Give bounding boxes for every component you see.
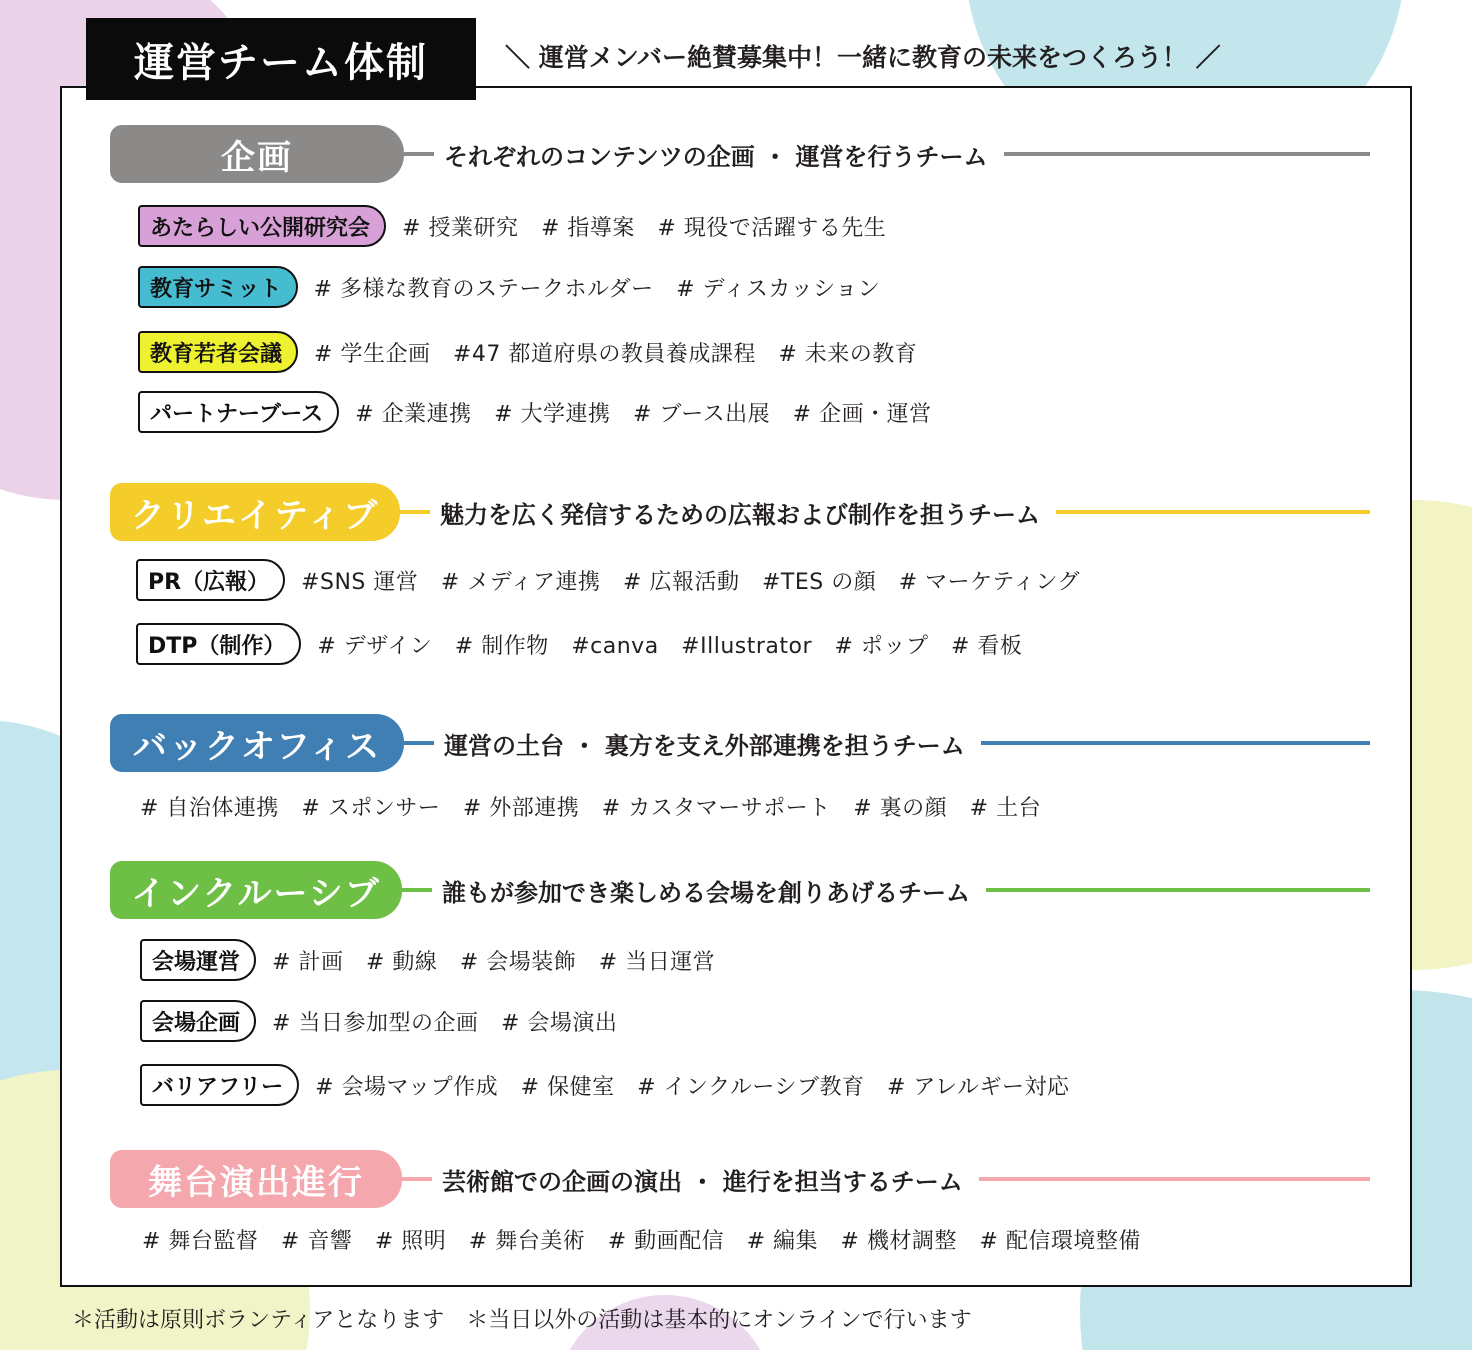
footnote: ＊活動は原則ボランティアとなります ＊当日以外の活動は基本的にオンラインで行います xyxy=(72,1307,972,1333)
connector-line xyxy=(404,152,434,156)
team-tags: #SNS 運営 # メディア連携 # 広報活動 #TES の顔 # マーケティング xyxy=(301,569,1081,595)
section-description: 誰もが参加でき楽しめる会場を創りあげるチーム xyxy=(442,878,970,907)
section-header-kikaku xyxy=(110,125,1370,183)
team-row xyxy=(136,559,1080,601)
section-tab: クリエイティブ xyxy=(110,483,400,541)
team-tags: # 学生企画 #47 都道府県の教員養成課程 # 未来の教育 xyxy=(314,341,918,367)
team-label-kaijo-unei: 会場運営 xyxy=(140,939,256,981)
section-tab: インクルーシブ xyxy=(110,861,402,919)
team-label-koukai-kenkyukai: あたらしい公開研究会 xyxy=(138,205,386,247)
section-header-inclusive xyxy=(110,861,1370,919)
team-label-kaijo-kikaku: 会場企画 xyxy=(140,1000,256,1042)
team-tags: # 会場マップ作成 # 保健室 # インクルーシブ教育 # アレルギー対応 xyxy=(315,1074,1070,1100)
section-description: 運営の土台 ・ 裏方を支え外部連携を担うチーム xyxy=(444,731,965,760)
team-tags: # 舞台監督 # 音響 # 照明 # 舞台美術 # 動画配信 # 編集 # 機材調整 # 配信環境整備 xyxy=(142,1228,1141,1254)
team-structure-panel xyxy=(60,86,1412,1287)
team-row xyxy=(138,205,886,247)
team-tags: # 企業連携 # 大学連携 # ブース出展 # 企画・運営 xyxy=(355,401,932,427)
section-description: 魅力を広く発信するための広報および制作を担うチーム xyxy=(440,500,1040,529)
section-header-creative xyxy=(110,483,1370,541)
connector-line xyxy=(402,888,432,892)
team-tags: # 当日参加型の企画 # 会場演出 xyxy=(272,1010,618,1036)
team-row xyxy=(138,331,917,373)
team-row xyxy=(140,1064,1069,1106)
team-label-wakamono-kaigi: 教育若者会議 xyxy=(138,331,298,373)
section-header-backoffice xyxy=(110,714,1370,772)
team-row xyxy=(138,266,880,308)
team-tags: # 計画 # 動線 # 会場装飾 # 当日運営 xyxy=(272,949,716,975)
team-label-barrier-free: バリアフリー xyxy=(140,1064,299,1106)
section-description: それぞれのコンテンツの企画 ・ 運営を行うチーム xyxy=(444,142,988,171)
section-rule xyxy=(979,1177,1370,1181)
team-label-dtp: DTP（制作） xyxy=(136,623,301,665)
connector-line xyxy=(400,510,430,514)
page-title: 運営チーム体制 xyxy=(86,18,476,100)
team-tags: # 授業研究 # 指導案 # 現役で活躍する先生 xyxy=(402,215,887,241)
section-tab: 舞台演出進行 xyxy=(110,1150,402,1208)
connector-line xyxy=(404,741,434,745)
section-header-butai xyxy=(110,1150,1370,1208)
recruit-banner: ＼ 運営メンバー絶賛募集中！一緒に教育の未来をつくろう！ ／ xyxy=(505,43,1221,72)
team-label-kyoiku-summit: 教育サミット xyxy=(138,266,298,308)
team-tags: # 自治体連携 # スポンサー # 外部連携 # カスタマーサポート # 裏の顔 # 土台 xyxy=(140,795,1042,821)
team-tags: # デザイン # 制作物 #canva #Illustrator # ポップ # 看板 xyxy=(317,633,1023,659)
section-tab: 企画 xyxy=(110,125,404,183)
team-row xyxy=(138,391,932,433)
connector-line xyxy=(402,1177,432,1181)
team-row xyxy=(140,785,1041,827)
section-rule xyxy=(1056,510,1370,514)
team-label-partner-booth: パートナーブース xyxy=(138,391,339,433)
team-row xyxy=(140,939,715,981)
section-rule xyxy=(986,888,1370,892)
section-rule xyxy=(981,741,1370,745)
section-rule xyxy=(1004,152,1370,156)
team-row xyxy=(136,623,1022,665)
section-tab: バックオフィス xyxy=(110,714,404,772)
team-label-pr: PR（広報） xyxy=(136,559,285,601)
team-row xyxy=(140,1000,617,1042)
team-tags: # 多様な教育のステークホルダー # ディスカッション xyxy=(313,276,881,302)
section-description: 芸術館での企画の演出 ・ 進行を担当するチーム xyxy=(442,1167,963,1196)
team-row xyxy=(142,1218,1141,1260)
